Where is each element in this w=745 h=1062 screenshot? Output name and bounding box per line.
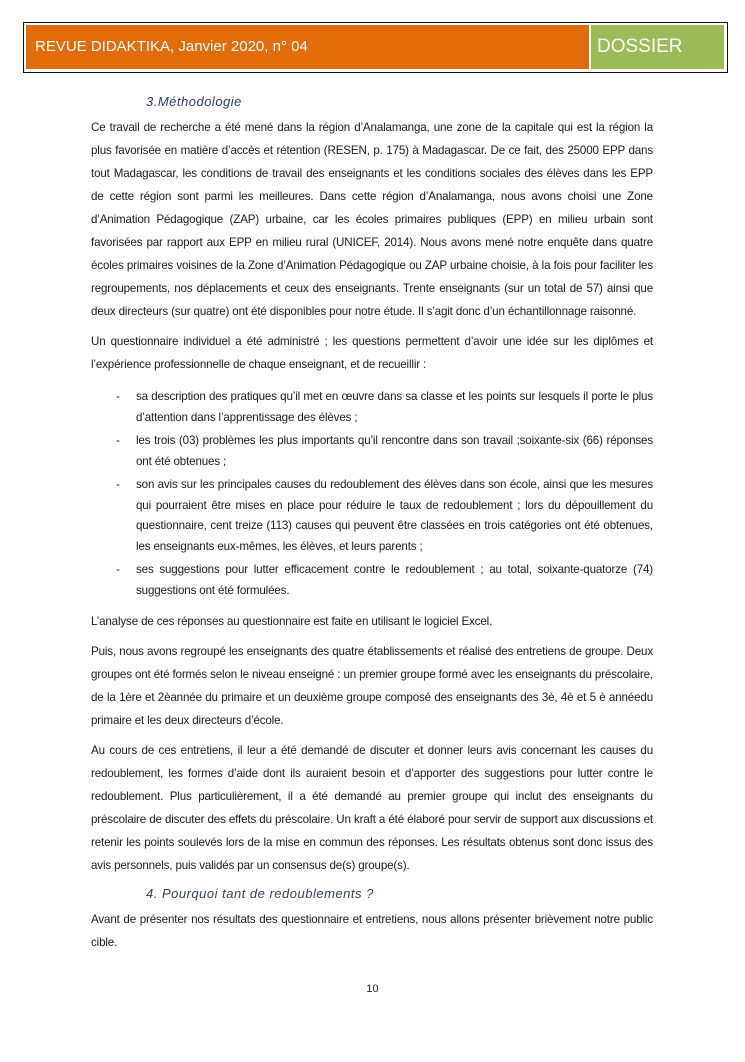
list-item	[91, 560, 653, 601]
bullet-marker: -	[116, 390, 120, 403]
paragraph: Puis, nous avons regroupé les enseignants des quatre établissements et réalisé des entretiens de groupe. Deux groupes ont été formés selon le niveau enseigné : un premier groupe formé avec les enseignants du préscolaire, de la 1ère et 2èannée du primaire et un deuxième groupe composé des enseignants des 3è, 4è et 5 è annéedu primaire et les deux directeurs d’école.	[91, 645, 653, 727]
list-item	[91, 431, 653, 472]
bullet-list	[91, 387, 653, 604]
section-label: DOSSIER	[591, 25, 724, 69]
list-item	[91, 475, 653, 557]
list-item-text: les trois (03) problèmes les plus importants qu’il rencontre dans son travail ;soixante-six (66) réponses ont été obtenues ;	[136, 434, 653, 468]
paragraph: Avant de présenter nos résultats des questionnaire et entretiens, nous allons présenter brièvement notre public cible.	[91, 913, 653, 949]
paragraph: Un questionnaire individuel a été administré ; les questions permettent d’avoir une idée sur les diplômes et l’expérience professionnelle de chaque enseignant, et de recueillir :	[91, 335, 653, 371]
list-item-text: son avis sur les principales causes du redoublement des élèves dans son école, ainsi que les mesures qui pourraient être mises en place pour réduire le taux de redoublement ; lors du dépouillement du questionnaire, cent treize (113) causes qui peuvent être classées en trois catégories ont été obtenues, les enseignants eux-mêmes, les élèves, et leurs parents ;	[136, 478, 653, 553]
heading-methodologie: 3.Méthodologie	[146, 94, 242, 109]
list-item-text: sa description des pratiques qu’il met en œuvre dans sa classe et les points sur lesquels il porte le plus d’attention dans l’apprentissage des élèves ;	[136, 390, 653, 424]
paragraph: Ce travail de recherche a été mené dans la région d’Analamanga, une zone de la capitale qui est la région la plus favorisée en matière d’accès et rétention (RESEN, p. 175) à Madagascar. De ce fait, des 25000 EPP dans tout Madagascar, les conditions de travail des enseignants et les conditions sociales des élèves dans les EPP de cette région sont parmi les meilleures. Dans cette région d’Analamanga, nous avons choisi une Zone d’Animation Pédagogique (ZAP) urbaine, car les écoles primaires publiques (EPP) en milieu urbain sont favorisées par rapport aux EPP en milieu rural (UNICEF, 2014). Nous avons mené notre enquête dans quatre écoles primaires voisines de la Zone d’Animation Pédagogique ou ZAP urbaine choisie, à la fois pour faciliter les regroupements, nos déplacements et ceux des enseignants. Trente enseignants (sur un total de 57) ainsi que deux directeurs (sur quatre) ont été disponibles pour notre étude. Il s’agit donc d’un échantillonnage raisonné.	[91, 121, 653, 318]
list-item-text: ses suggestions pour lutter efficacement contre le redoublement ; au total, soixante-quatorze (74) suggestions ont été formulées.	[136, 563, 653, 597]
paragraph: L’analyse de ces réponses au questionnaire est faite en utilisant le logiciel Excel.	[91, 615, 493, 628]
bullet-marker: -	[116, 563, 120, 576]
spacer	[0, 961, 745, 981]
journal-title: REVUE DIDAKTIKA, Janvier 2020, n° 04	[26, 25, 589, 69]
heading-pourquoi: 4. Pourquoi tant de redoublements ?	[146, 886, 374, 901]
page-number: 10	[366, 983, 379, 995]
paragraph: Au cours de ces entretiens, il leur a été demandé de discuter et donner leurs avis concernant les causes du redoublement, les formes d’aide dont ils auraient besoin et d’apporter des suggestions pour lutter contre le redoublement. Plus particulièrement, il a été demandé au premier groupe qui inclut des enseignants du préscolaire de discuter des effets du préscolaire. Un kraft a été élaboré pour servir de support aux discussions et retenir les points soulevés lors de la mise en commun des réponses. Les résultats obtenus sont donc issus des avis personnels, puis validés par un consensus de(s) groupe(s).	[91, 744, 653, 872]
bullet-marker: -	[116, 478, 120, 491]
list-item	[91, 387, 653, 428]
bullet-marker: -	[116, 434, 120, 447]
page-header	[23, 22, 728, 73]
